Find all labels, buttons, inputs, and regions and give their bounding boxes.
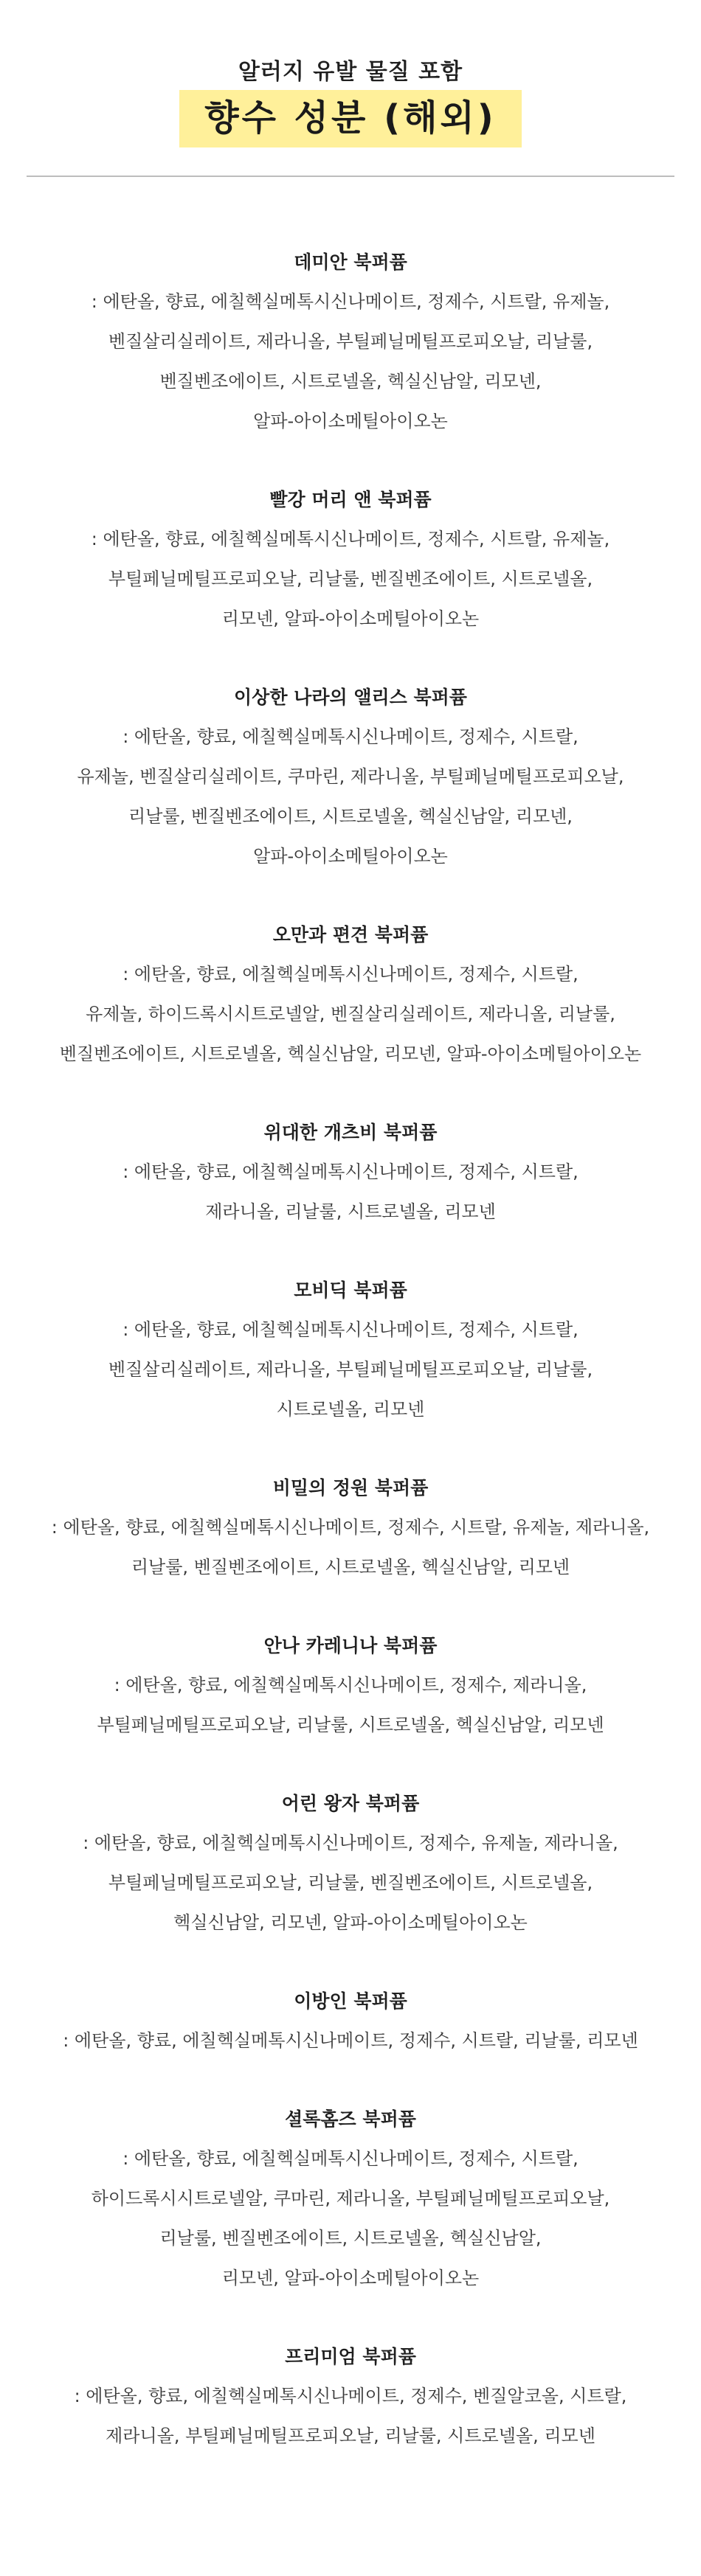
product-list: [0, 249, 701, 2502]
product-name: 오만과 편견 북퍼퓸: [272, 924, 429, 945]
ingredient-line: 하이드록시시트로넬알, 쿠마린, 제라니올, 부틸페닐메틸프로피오날,: [91, 2188, 610, 2209]
product-section: [0, 1475, 701, 1587]
divider: [27, 176, 674, 177]
product-section: [0, 1791, 701, 1943]
ingredient-line: : 에탄올, 향료, 에칠헥실메톡시신나메이트, 정제수, 시트랄,: [122, 1319, 579, 1340]
ingredient-line: : 에탄올, 향료, 에칠헥실메톡시신나메이트, 정제수, 시트랄, 유제놀,: [91, 529, 610, 549]
ingredient-line: 제라니올, 부틸페닐메틸프로피오날, 리날룰, 시트로넬올, 리모넨: [106, 2426, 595, 2446]
ingredient-line: 유제놀, 하이드록시시트로넬알, 벤질살리실레이트, 제라니올, 리날룰,: [86, 1004, 615, 1024]
product-name: 위대한 개츠비 북퍼퓸: [263, 1122, 438, 1143]
ingredient-line: 헥실신남알, 리모넨, 알파-아이소메틸아이오논: [173, 1912, 528, 1933]
product-name: 데미안 북퍼퓸: [294, 251, 407, 273]
ingredient-line: 벤질살리실레이트, 제라니올, 부틸페닐메틸프로피오날, 리날룰,: [108, 331, 593, 352]
ingredient-line: 리모넨, 알파-아이소메틸아이오논: [221, 608, 480, 629]
ingredient-line: : 에탄올, 향료, 에칠헥실메톡시신나메이트, 정제수, 제라니올,: [114, 1675, 587, 1695]
title-wrap: [0, 90, 701, 147]
ingredient-line: : 에탄올, 향료, 에칠헥실메톡시신나메이트, 정제수, 유제놀, 제라니올,: [83, 1833, 618, 1853]
product-name: 모비딕 북퍼퓸: [294, 1280, 407, 1301]
product-section: [0, 1988, 701, 2061]
product-name: 셜록홈즈 북퍼퓸: [285, 2108, 416, 2130]
product-section: [0, 1277, 701, 1429]
ingredient-line: 리날룰, 벤질벤조에이트, 시트로넬올, 헥실신남알, 리모넨,: [128, 806, 573, 827]
ingredient-line: : 에탄올, 향료, 에칠헥실메톡시신나메이트, 정제수, 벤질알코올, 시트랄,: [74, 2386, 627, 2406]
ingredient-line: 벤질살리실레이트, 제라니올, 부틸페닐메틸프로피오날, 리날룰,: [108, 1359, 593, 1380]
product-section: [0, 2344, 701, 2456]
ingredient-line: 부틸페닐메틸프로피오날, 리날룰, 벤질벤조에이트, 시트로넬올,: [108, 569, 593, 589]
page-title: 향수 성분 (해외): [179, 90, 522, 147]
product-section: [0, 1119, 701, 1232]
ingredient-line: : 에탄올, 향료, 에칠헥실메톡시신나메이트, 정제수, 시트랄,: [122, 2148, 579, 2169]
product-name: 안나 카레니나 북퍼퓸: [263, 1635, 438, 1656]
product-section: [0, 249, 701, 441]
product-name: 빨강 머리 앤 북퍼퓸: [269, 489, 432, 510]
ingredient-line: 벤질벤조에이트, 시트로넬올, 헥실신남알, 리모넨,: [159, 371, 542, 392]
ingredient-line: 벤질벤조에이트, 시트로넬올, 헥실신남알, 리모넨, 알파-아이소메틸아이오논: [59, 1044, 642, 1064]
ingredient-line: 부틸페닐메틸프로피오날, 리날룰, 벤질벤조에이트, 시트로넬올,: [108, 1872, 593, 1893]
ingredient-line: : 에탄올, 향료, 에칠헥실메톡시신나메이트, 정제수, 시트랄, 리날룰, 리모넨: [63, 2030, 638, 2051]
ingredient-line: : 에탄올, 향료, 에칠헥실메톡시신나메이트, 정제수, 시트랄,: [122, 1162, 579, 1182]
ingredient-line: 알파-아이소메틸아이오논: [253, 846, 448, 867]
ingredient-line: 리날룰, 벤질벤조에이트, 시트로넬올, 헥실신남알, 리모넨: [131, 1557, 570, 1577]
product-name: 비밀의 정원 북퍼퓸: [272, 1477, 429, 1499]
ingredient-line: 시트로넬올, 리모넨: [276, 1399, 425, 1420]
product-name: 어린 왕자 북퍼퓸: [281, 1793, 420, 1814]
ingredient-line: 부틸페닐메틸프로피오날, 리날룰, 시트로넬올, 헥실신남알, 리모넨: [97, 1715, 604, 1735]
ingredient-line: 알파-아이소메틸아이오논: [253, 411, 448, 431]
ingredient-line: : 에탄올, 향료, 에칠헥실메톡시신나메이트, 정제수, 시트랄, 유제놀, 제라니올,: [51, 1517, 650, 1538]
product-section: [0, 684, 701, 876]
product-name: 프리미엄 북퍼퓸: [285, 2346, 416, 2367]
product-section: [0, 487, 701, 639]
ingredient-line: : 에탄올, 향료, 에칠헥실메톡시신나메이트, 정제수, 시트랄,: [122, 964, 579, 985]
product-section: [0, 1633, 701, 1745]
product-name: 이방인 북퍼퓸: [294, 1990, 407, 2012]
ingredient-line: 유제놀, 벤질살리실레이트, 쿠마린, 제라니올, 부틸페닐메틸프로피오날,: [77, 766, 624, 787]
product-section: [0, 2106, 701, 2298]
product-section: [0, 922, 701, 1074]
ingredient-line: 제라니올, 리날룰, 시트로넬올, 리모넨: [205, 1201, 496, 1222]
ingredient-line: : 에탄올, 향료, 에칠헥실메톡시신나메이트, 정제수, 시트랄,: [122, 726, 579, 747]
ingredient-line: 리모넨, 알파-아이소메틸아이오논: [221, 2268, 480, 2288]
ingredient-line: : 에탄올, 향료, 에칠헥실메톡시신나메이트, 정제수, 시트랄, 유제놀,: [91, 291, 610, 312]
ingredient-line: 리날룰, 벤질벤조에이트, 시트로넬올, 헥실신남알,: [159, 2228, 542, 2249]
product-name: 이상한 나라의 앨리스 북퍼퓸: [234, 687, 467, 708]
page-subtitle: 알러지 유발 물질 포함: [238, 59, 463, 85]
header: [0, 0, 701, 162]
